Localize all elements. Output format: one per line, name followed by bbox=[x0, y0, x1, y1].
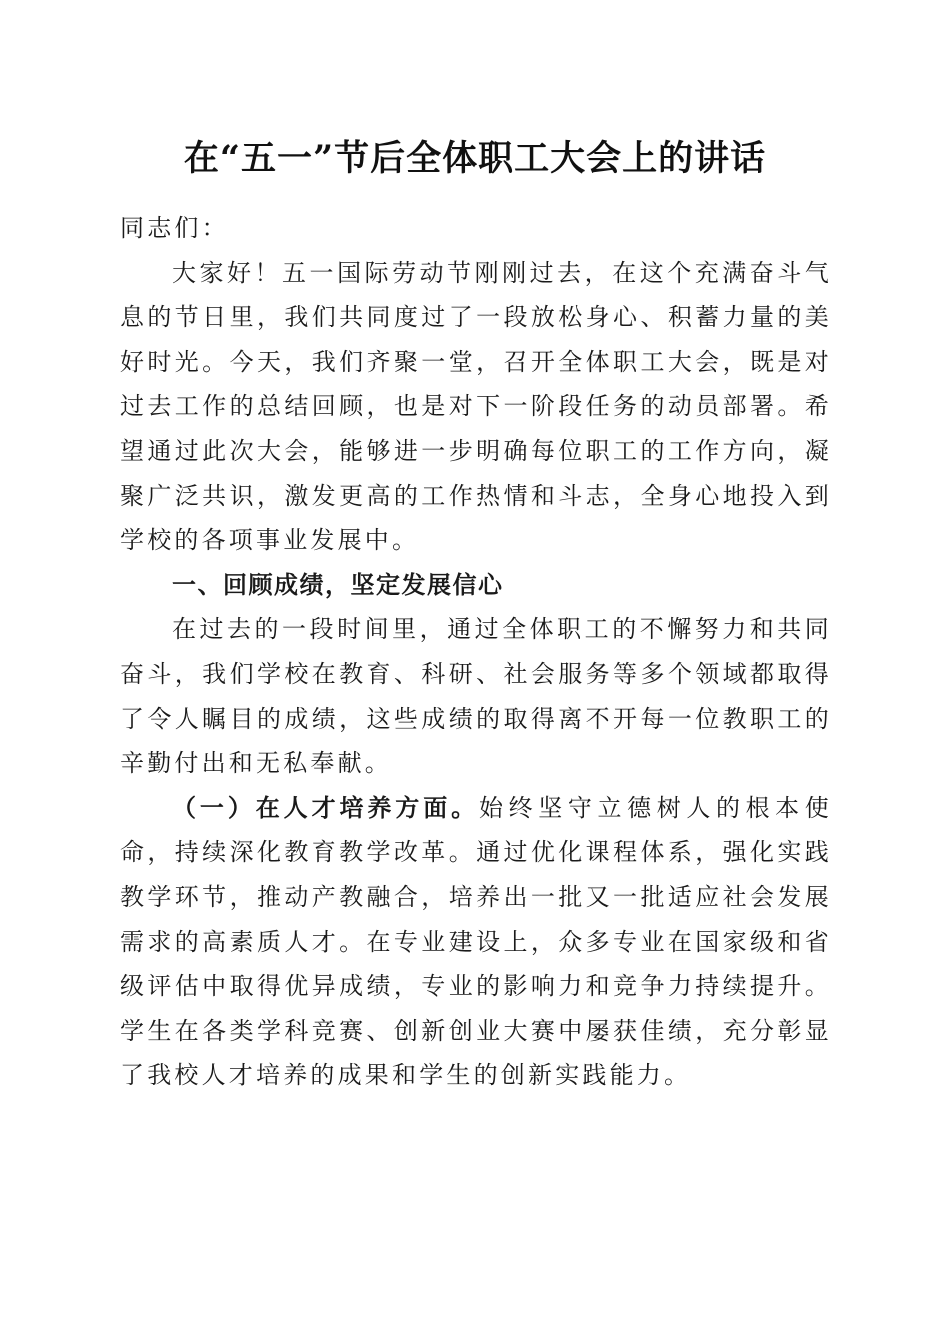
subsection-1-lead: （一）在人才培养方面。 bbox=[172, 793, 480, 822]
intro-paragraph: 大家好！五一国际劳动节刚刚过去，在这个充满奋斗气息的节日里，我们共同度过了一段放松身心、积蓄力量的美好时光。今天，我们齐聚一堂，召开全体职工大会，既是对过去工作的总结回顾，也是对下一阶段任务的动员部署。希望通过此次大会，能够进一步明确每位职工的工作方向，凝聚广泛共识，激发更高的工作热情和斗志，全身心地投入到学校的各项事业发展中。 bbox=[120, 258, 832, 555]
subsection-1-paragraph bbox=[120, 786, 832, 1098]
document-body bbox=[120, 206, 832, 1098]
section-1-paragraph: 在过去的一段时间里，通过全体职工的不懈努力和共同奋斗，我们学校在教育、科研、社会服务等多个领域都取得了令人瞩目的成绩，这些成绩的取得离不开每一位教职工的辛勤付出和无私奉献。 bbox=[120, 615, 832, 778]
subsection-1-body: 始终坚守立德树人的根本使命，持续深化教育教学改革。通过优化课程体系，强化实践教学环节，推动产教融合，培养出一批又一批适应社会发展需求的高素质人才。在专业建设上，众多专业在国家级和省级评估中取得优异成绩，专业的影响力和竞争力持续提升。学生在各类学科竞赛、创新创业大赛中屡获佳绩，充分彰显了我校人才培养的成果和学生的创新实践能力。 bbox=[120, 793, 832, 1090]
document-title: 在“五一”节后全体职工大会上的讲话 bbox=[183, 138, 767, 179]
section-heading-1: 一、回顾成绩，坚定发展信心 bbox=[172, 570, 504, 599]
salutation: 同志们： bbox=[120, 214, 229, 242]
